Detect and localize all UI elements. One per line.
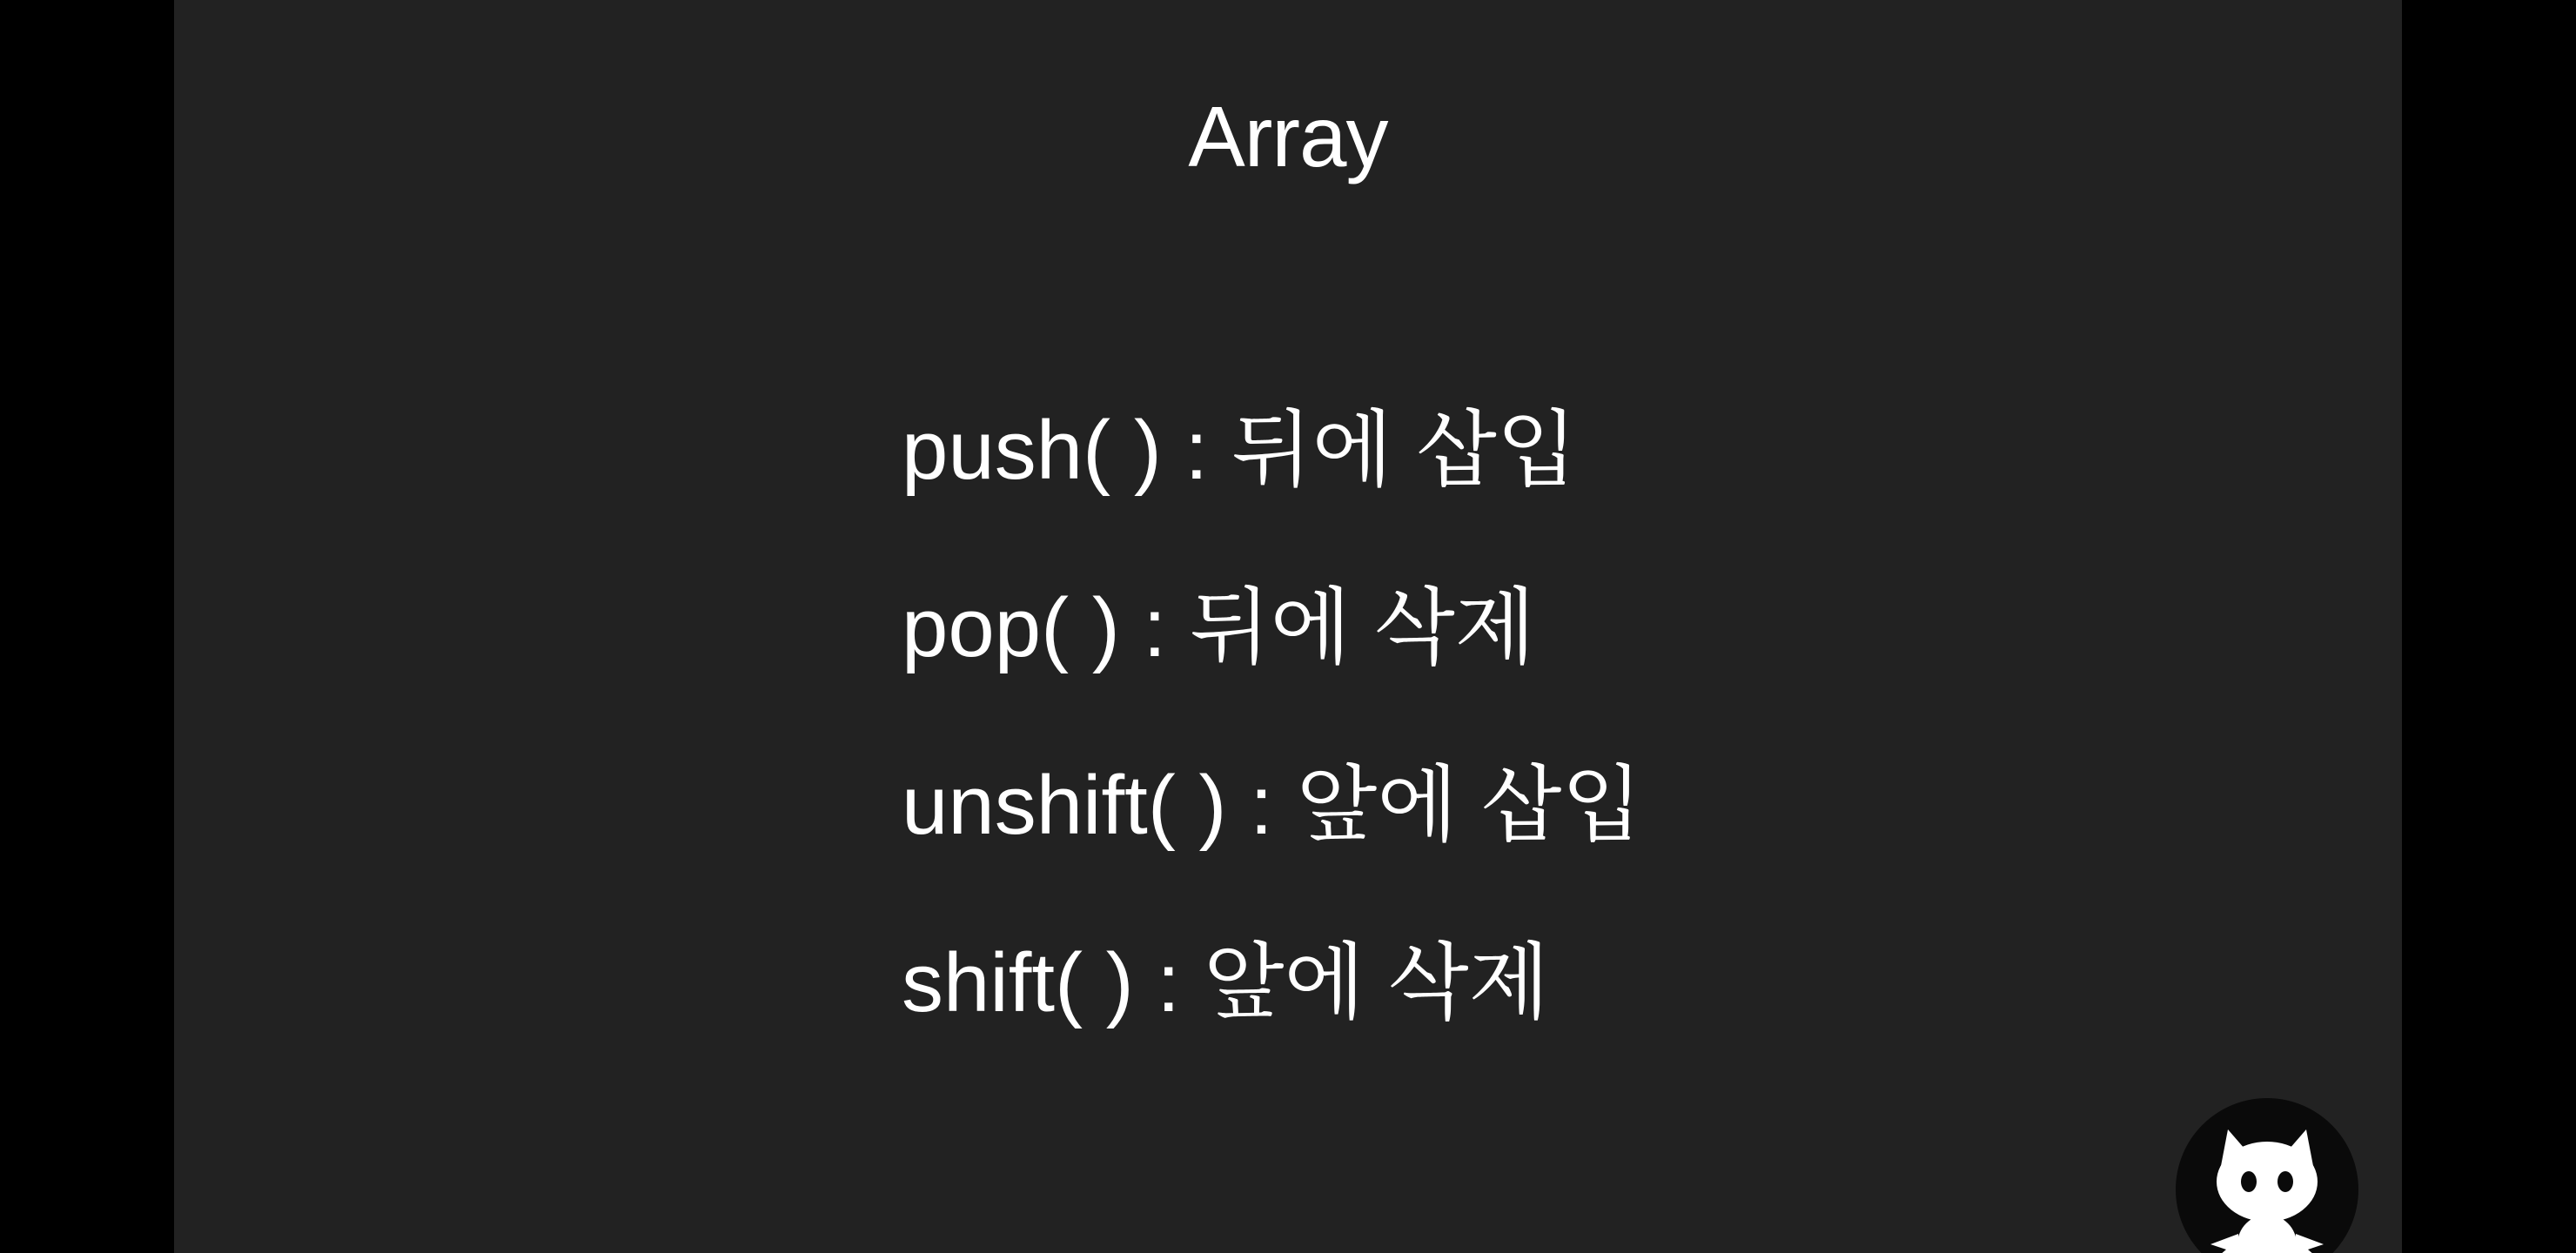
presentation-slide xyxy=(174,0,2402,1253)
list-item-unshift: unshift( ) : 앞에 삽입 xyxy=(902,759,1643,852)
list-item-pop: pop( ) : 뒤에 삭제 xyxy=(902,581,1536,674)
list-item-shift: shift( ) : 앞에 삭제 xyxy=(902,936,1550,1029)
slide-title: Array xyxy=(1188,89,1388,184)
cat-mascot-icon xyxy=(2176,1098,2358,1253)
method-list xyxy=(902,404,1643,1119)
list-item-push: push( ) : 뒤에 삽입 xyxy=(902,404,1578,497)
channel-logo xyxy=(2176,1098,2358,1253)
